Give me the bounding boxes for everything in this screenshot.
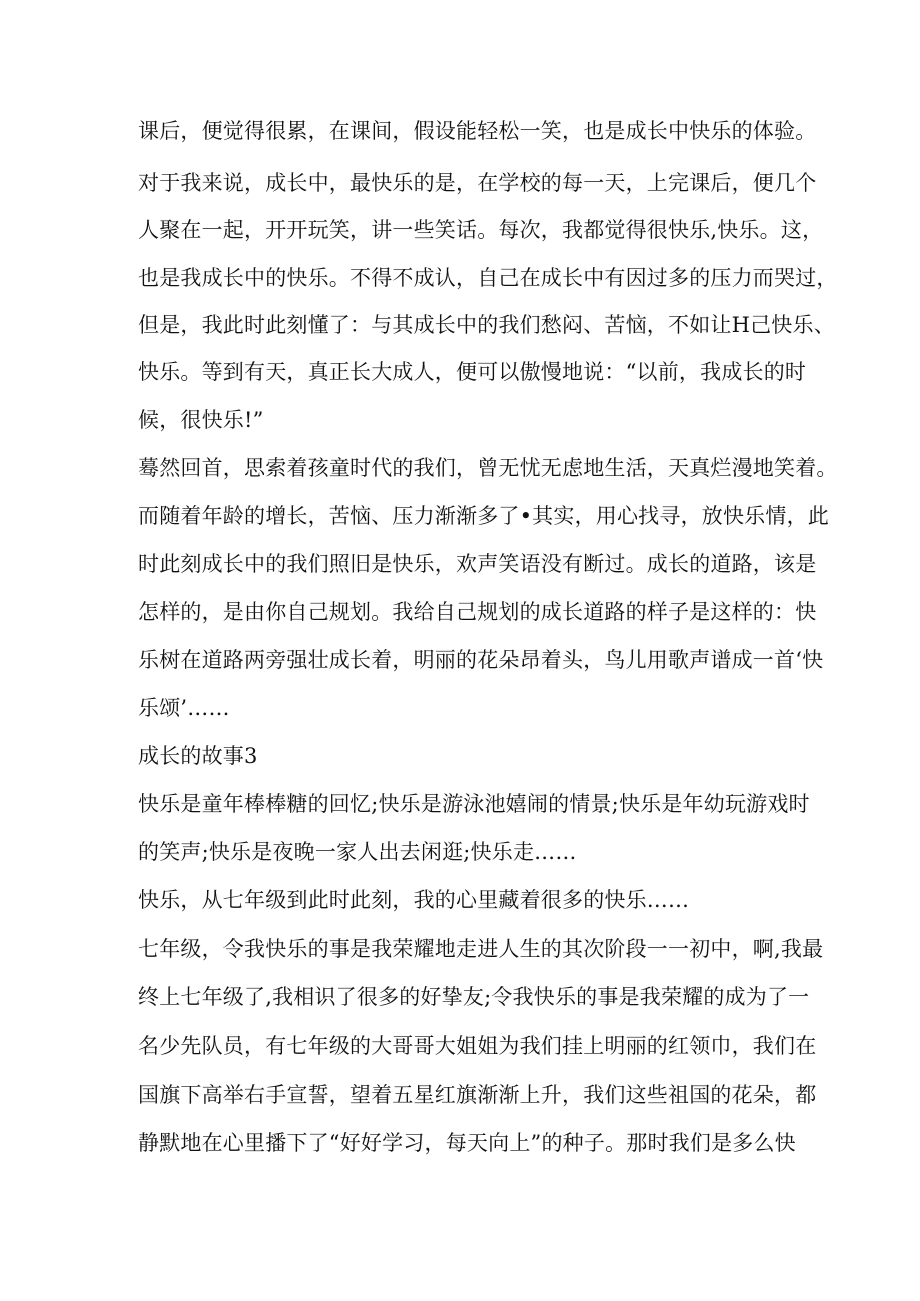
text-line: 蓦然回首，思索着孩童时代的我们，曾无忧无虑地生活，天真烂漫地笑着。 [138, 456, 838, 480]
text-line: 候，很快乐!” [138, 408, 264, 432]
section-heading: 成长的故事3 [138, 744, 258, 768]
text-line: 七年级，令我快乐的事是我荣耀地走进人生的其次阶段一一初中，啊,我最 [138, 937, 824, 961]
text-line: 而随着年龄的增长，苦恼、压力渐渐多了•其实，用心找寻，放快乐情，此 [138, 504, 829, 528]
text-line: 终上七年级了,我相识了很多的好挚友;令我快乐的事是我荣耀的成为了一 [138, 985, 810, 1009]
text-line: 快乐。等到有天，真正长大成人，便可以傲慢地说：“以前，我成长的时 [138, 360, 807, 384]
text-line: 人聚在一起，开开玩笑，讲一些笑话。每次，我都觉得很快乐,快乐。这， [138, 218, 824, 242]
text-line: 但是，我此时此刻懂了：与其成长中的我们愁闷、苦恼，不如让H己快乐、 [138, 313, 835, 337]
text-line: 的笑声;快乐是夜晚一家人出去闲逛;快乐走…… [138, 840, 577, 864]
text-line: 快乐是童年棒棒糖的回忆;快乐是游泳池嬉闹的情景;快乐是年幼玩游戏时 [138, 792, 810, 816]
text-line: 静默地在心里播下了“好好学习，每天向上”的种子。那时我们是多么快 [138, 1131, 796, 1155]
text-line: 国旗下高举右手宣誓，望着五星红旗渐渐上升，我们这些祖国的花朵，都 [138, 1083, 817, 1107]
text-line: 也是我成长中的快乐。不得不成认，自己在成长中有因过多的压力而哭过， [138, 266, 838, 290]
text-line: 快乐，从七年级到此时此刻，我的心里藏着很多的快乐…… [138, 888, 690, 912]
text-line: 乐树在道路两旁强壮成长着，明丽的花朵昂着头，鸟儿用歌声谱成一首‘快 [138, 648, 824, 672]
text-line: 乐颂’…… [138, 696, 230, 720]
text-line: 时此刻成长中的我们照旧是快乐，欢声笑语没有断过。成长的道路，该是 [138, 552, 817, 576]
text-line: 名少先队员，有七年级的大哥哥大姐姐为我们挂上明丽的红领巾，我们在 [138, 1034, 817, 1058]
text-line: 对于我来说，成长中，最快乐的是，在学校的每一天，上完课后，便几个 [138, 171, 817, 195]
text-line: 怎样的，是由你自己规划。我给自己规划的成长道路的样子是这样的：快 [138, 600, 817, 624]
text-line: 课后，便觉得很累，在课间，假设能轻松一笑，也是成长中快乐的体验。 [138, 119, 817, 143]
